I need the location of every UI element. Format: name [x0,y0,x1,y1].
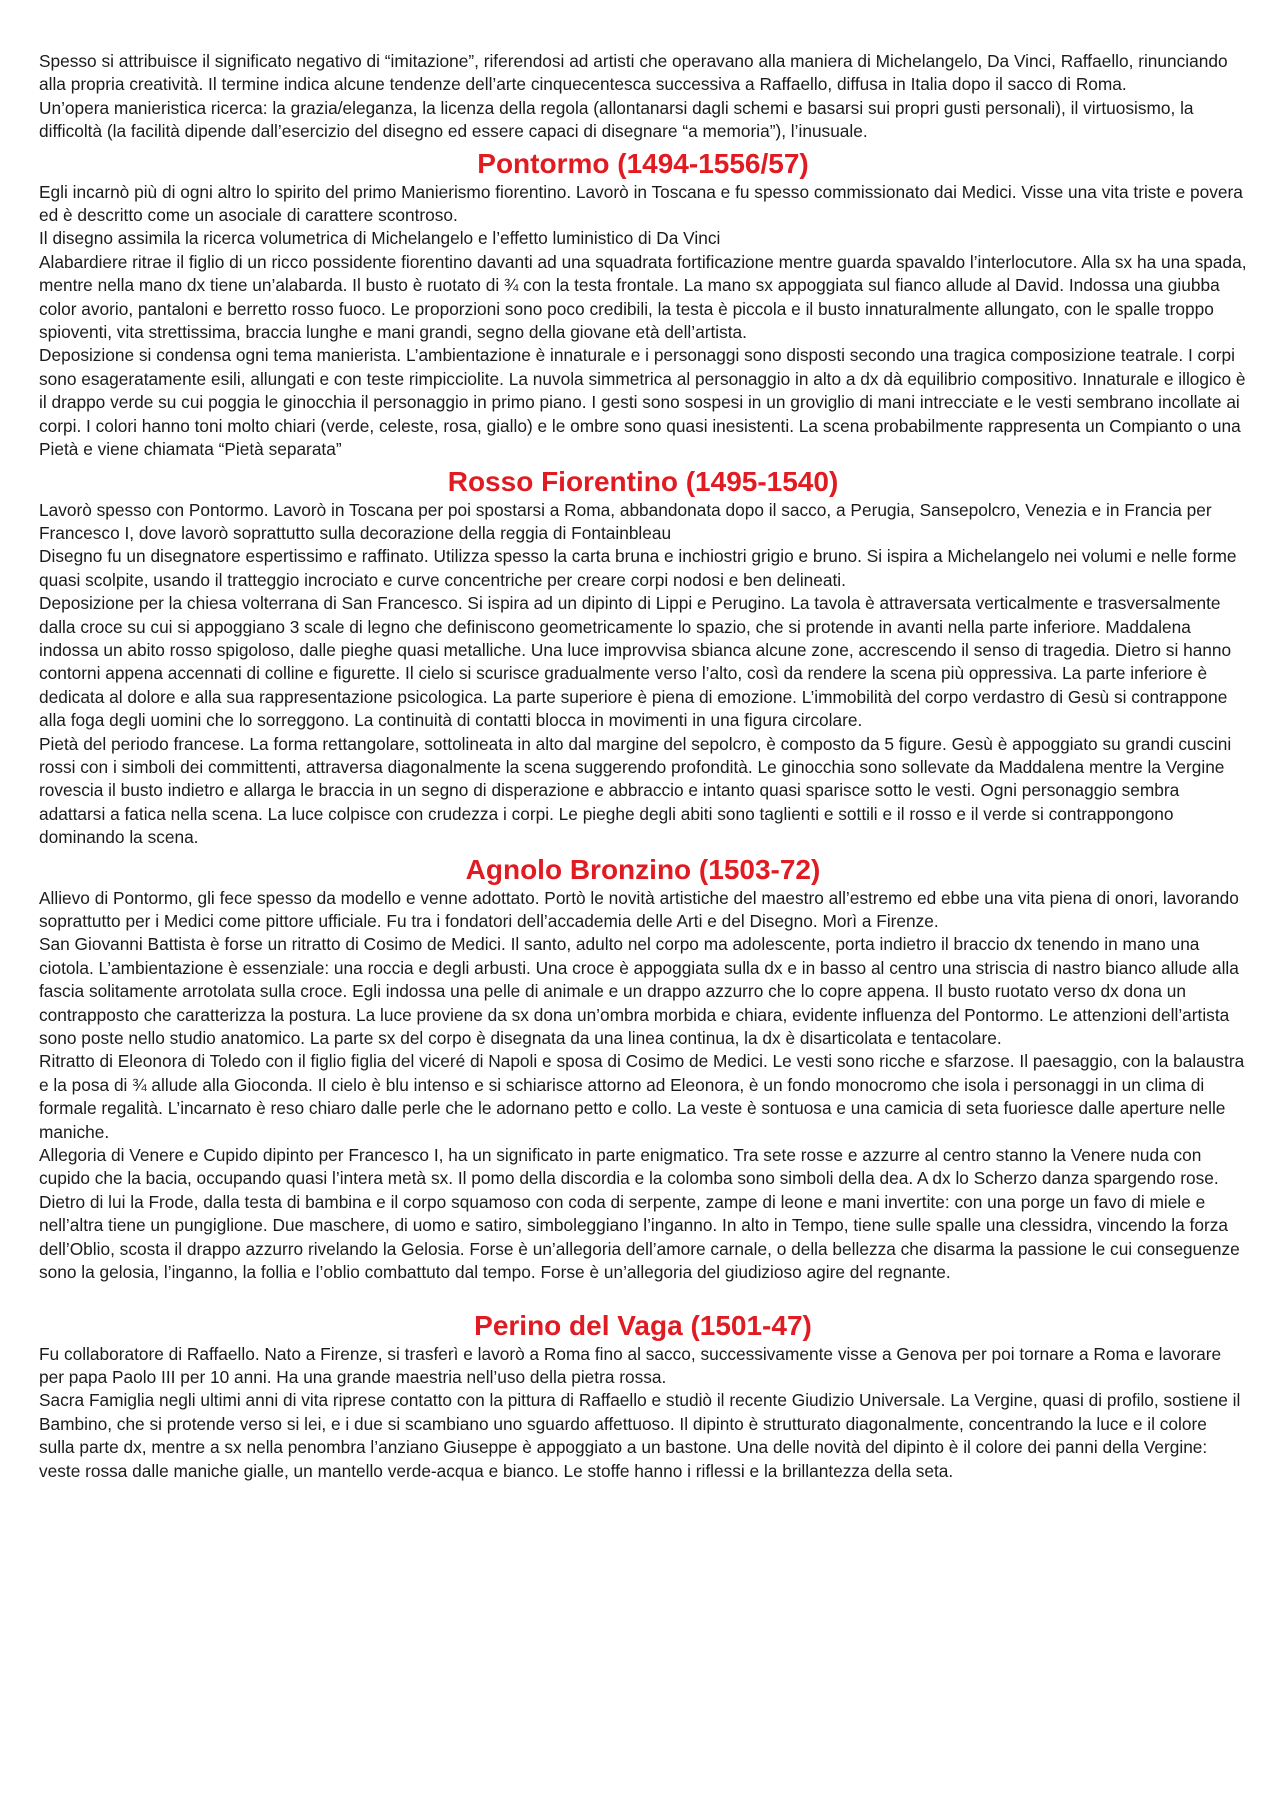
section-title-rosso-fiorentino: Rosso Fiorentino (1495-1540) [447,465,839,497]
rosso-paragraph-3: Deposizione per la chiesa volterrana di San Francesco. Si ispira ad un dipinto di Lippi e Perugino. La tavola è attraversata verticalmente e trasversalmente dalla croce su cui si appoggiano 3 scale di legno che definiscono geometricamente lo spazio, che si protende in avanti nella parte inferiore. Maddalena indossa un abito rosso spigoloso, dalle pieghe quasi metalliche. Una luce improvvisa sbianca alcune zone, accrescendo il senso di tragedia. Dietro si hanno contorni appena accennati di colline e figurette. Il cielo si scurisce gradualmente verso l’alto, così da rendere la scena più oppressiva. La parte inferiore è dedicata al dolore e alla sua rappresentazione psicologica. La parte superiore è piena di emozione. L’immobilità del corpo verdastro di Gesù si contrappone alla foga degli uomini che lo sorreggono. La continuità di contatti blocca in movimenti in una figura circolare. [39,593,1232,731]
section-title-perino-del-vaga: Perino del Vaga (1501-47) [474,1309,812,1341]
intro-paragraph-1: Spesso si attribuisce il significato negativo di “imitazione”, riferendosi ad artisti che operavano alla maniera di Michelangelo, Da Vinci, Raffaello, rinunciando alla propria creatività. Il termine indica alcune tendenze dell’arte cinquecentesca successiva a Raffaello, diffusa in Italia dopo il sacco di Roma. [39,51,1228,95]
rosso-paragraph-4: Pietà del periodo francese. La forma rettangolare, sottolineata in alto dal margine del sepolcro, è composto da 5 figure. Gesù è appoggiato su grandi cuscini rossi con i simboli dei committenti, attraversa diagonalmente la scena suggerendo profondità. Le ginocchia sono sollevate da Maddalena mentre la Vergine rovescia il busto indietro e allarga le braccia in un segno di disperazione e abbraccio e intanto quasi sparisce sotto le vesti. Ogni personaggio sembra adattarsi a fatica nella scena. La luce colpisce con crudezza i corpi. Le pieghe degli abiti sono taglienti e sottili e il rosso e il verde si contrappongono dominando la scena. [39,733,1232,848]
pontormo-paragraph-4: Deposizione si condensa ogni tema manierista. L’ambientazione è innaturale e i personaggi sono disposti secondo una tragica composizione teatrale. I corpi sono esageratamente esili, allungati e con teste rimpicciolite. La nuvola simmetrica al personaggio in alto a dx dà equilibrio compositivo. Innaturale e illogico è il drappo verde su cui poggia le ginocchia il personaggio in primo piano. I gesti sono sospesi in un groviglio di mani intrecciate e le vesti sembrano incollate ai corpi. I colori hanno toni molto chiari (verde, celeste, rosa, giallo) e le ombre sono quasi inesistenti. La scena probabilmente rappresenta un Compianto o una Pietà e viene chiamata “Pietà separata” [39,345,1246,460]
perino-paragraph-2: Sacra Famiglia negli ultimi anni di vita riprese contatto con la pittura di Raffaello e studiò il recente Giudizio Universale. La Vergine, quasi di profilo, sostiene il Bambino, che si protende verso si lei, e i due si scambiano uno sguardo affettuoso. Il dipinto è strutturato diagonalmente, concentrando la luce e il colore sulla parte dx, mentre a sx nella penombra l’anziano Giuseppe è appoggiato a un bastone. Una delle novità del dipinto è il colore dei panni della Vergine: veste rossa dalle maniche gialle, un mantello verde-acqua e bianco. Le stoffe hanno i riflessi e la brillantezza della seta. [39,1390,1241,1481]
perino-paragraph-1: Fu collaboratore di Raffaello. Nato a Firenze, si trasferì e lavorò a Roma fino al sacco, successivamente visse a Genova per poi tornare a Roma e lavorare per papa Paolo III per 10 anni. Ha una grande maestria nell’uso della pietra rossa. [39,1343,1222,1387]
rosso-paragraph-2: Disegno fu un disegnatore espertissimo e raffinato. Utilizza spesso la carta bruna e inchiostri grigio e bruno. Si ispira a Michelangelo nei volumi e nelle forme quasi scolpite, usando il tratteggio incrociato e curve concentriche per creare corpi nodosi e ben delineati. [39,546,1237,590]
section-title-pontormo: Pontormo (1494-1556/57) [477,147,809,179]
bronzino-paragraph-4: Allegoria di Venere e Cupido dipinto per Francesco I, ha un significato in parte enigmatico. Tra sete rosse e azzurre al centro stanno la Venere nuda con cupido che la bacia, occupando quasi l’intera metà sx. Il pomo della discordia e la colomba sono simboli della dea. A dx lo Scherzo danza spargendo rose. Dietro di lui la Frode, dalla testa di bambina e il corpo squamoso con coda di serpente, zampe di leone e mani invertite: con una porge un favo di miele e nell’altra tiene un pungiglione. Due maschere, di uomo e satiro, simboleggiano l’inganno. In alto in Tempo, tiene sulle spalle una clessidra, vincendo la forza dell’Oblio, scosta il drappo azzurro rivelando la Gelosia. Forse è un’allegoria dell’amore carnale, o della bellezza che disarma la passione le cui conseguenze sono la gelosia, l’inganno, la follia e l’oblio combattuto dal tempo. Forse è un’allegoria del giudizioso agire del regnante. [39,1145,1240,1283]
section-title-bronzino: Agnolo Bronzino (1503-72) [465,853,821,885]
bronzino-paragraph-3: Ritratto di Eleonora di Toledo con il figlio figlia del viceré di Napoli e sposa di Cosimo de Medici. Le vesti sono ricche e sfarzose. Il paesaggio, con la balaustra e la posa di ¾ allude alla Gioconda. Il cielo è blu intenso e si schiarisce attorno ad Eleonora, è un fondo monocromo che isola i personaggi in un clima di formale regalità. L’incarnato è reso chiaro dalle perle che le adornano petto e collo. La veste è sontuosa e una camicia di seta fuoriesce dalle aperture nelle maniche. [39,1051,1245,1142]
pontormo-paragraph-1: Egli incarnò più di ogni altro lo spirito del primo Manierismo fiorentino. Lavorò in Toscana e fu spesso commissionato dai Medici. Visse una vita triste e povera ed è descritto come un asociale di carattere scontroso. [39,181,1243,226]
pontormo-paragraph-3: Alabardiere ritrae il figlio di un ricco possidente fiorentino davanti ad una squadrata fortificazione mentre guarda spavaldo l’interlocutore. Alla sx ha una spada, mentre nella mano dx tiene un’alabarda. Il busto è ruotato di ¾ con la testa frontale. La mano sx appoggiata sul fianco allude al David. Indossa una giubba color avorio, pantaloni e berretto rosso fuoco. Le proporzioni sono poco credibili, la testa è piccola e il busto innaturalmente allungato, con le spalle troppo spioventi, vita strettissima, braccia lunghe e mani grandi, segno della giovane età dell’artista. [39,251,1247,343]
bronzino-paragraph-2: San Giovanni Battista è forse un ritratto di Cosimo de Medici. Il santo, adulto nel corpo ma adolescente, porta indietro il braccio dx tenendo in mano una ciotola. L’ambientazione è essenziale: una roccia e degli arbusti. Una croce è appoggiata sulla dx e in basso al centro una striscia di nastro bianco allude alla fascia solitamente arrotolata sulla croce. Egli indossa una pelle di animale e un drappo azzurro che lo copre appena. Il busto ruotato verso dx dona un contrapposto che caratterizza la postura. La luce proviene da sx dona un’ombra morbida e chiara, evidente influenza del Pontormo. Le attenzioni dell’artista sono poste nello studio anatomico. La parte sx del corpo è disegnata da una linea continua, la dx è disarticolata e tentacolare. [39,934,1239,1049]
rosso-paragraph-1: Lavorò spesso con Pontormo. Lavorò in Toscana per poi spostarsi a Roma, abbandonata dopo il sacco, a Perugia, Sansepolcro, Venezia e in Francia per Francesco I, dove lavorò soprattutto sulla decorazione della reggia di Fontainbleau [39,499,1212,543]
bronzino-paragraph-1: Allievo di Pontormo, gli fece spesso da modello e venne adottato. Portò le novità artistiche del maestro all’estremo ed ebbe una vita piena di onori, lavorando soprattutto per i Medici come pittore ufficiale. Fu tra i fondatori dell’accademia delle Arti e del Disegno. Morì a Firenze. [39,887,1239,931]
pontormo-paragraph-2: Il disegno assimila la ricerca volumetrica di Michelangelo e l’effetto luministico di Da Vinci [39,228,721,249]
document-page [39,50,1247,1483]
intro-paragraph-2: Un’opera manieristica ricerca: la grazia/eleganza, la licenza della regola (allontanarsi dagli schemi e basarsi sui propri gusti personali), il virtuosismo, la difficoltà (la facilità dipende dall’esercizio del disegno ed essere capaci di disegnare “a memoria”), l’inusuale. [39,97,1194,142]
